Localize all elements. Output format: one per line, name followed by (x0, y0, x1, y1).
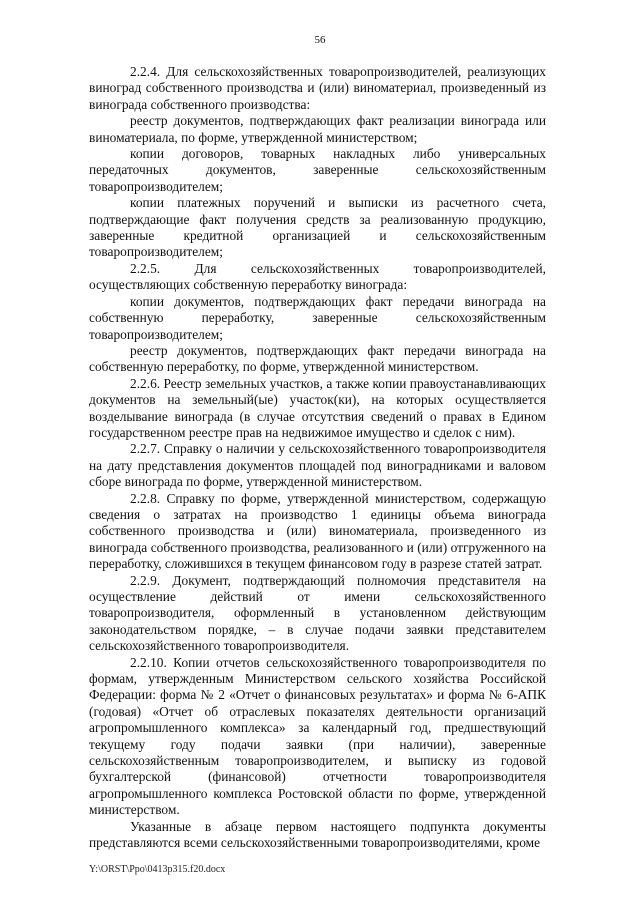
paragraph-2-2-4: 2.2.4. Для сельскохозяйственных товаропроизводителей, реализующих виноград собственного производства и (или) виноматериал, произведенный из винограда собственного производства: (89, 64, 546, 112)
paragraph-2-2-8: 2.2.8. Справку по форме, утвержденной министерством, содержащую сведения о затратах на производство 1 единицы объема винограда собственного производства и (или) виноматериала, произведенного из винограда собственного производства, реализованного и (или) отгруженного на переработку, сложившихся в текущем финансовом году в разрезе статей затрат. (89, 490, 546, 572)
paragraph-2-2-6: 2.2.6. Реестр земельных участков, а также копии правоустанавливающих документов на земельный(ые) участок(ки), на которых осуществляется возделывание винограда (в случае отсутствия сведений о правах в Едином государственном реестре прав на недвижимое имущество и сделок с ним). (89, 375, 546, 440)
footer-file-path: Y:\ORST\Ppo\0413p315.f20.docx (89, 864, 226, 875)
paragraph-documents-note: Указанные в абзаце первом настоящего подпункта документы представляются всеми сельскохозяйственными товаропроизводителями, кроме (89, 818, 546, 851)
page-number: 56 (314, 34, 326, 46)
paragraph-transfer-registry: реестр документов, подтверждающих факт передачи винограда на собственную переработку, по форме, утвержденной министерством. (89, 342, 546, 375)
paragraph-2-2-7: 2.2.7. Справку о наличии у сельскохозяйственного товаропроизводителя на дату представления документов площадей под виноградниками и валовом сборе винограда по форме, утвержденной министерством. (89, 441, 546, 490)
paragraph-payment-orders: копии платежных поручений и выписки из расчетного счета, подтверждающие факт получения средств за реализованную продукцию, заверенные кредитной организацией и сельскохозяйственным товаропроизводителем; (89, 195, 546, 260)
paragraph-registry-sales: реестр документов, подтверждающих факт реализации винограда или виноматериала, по форме, утвержденной министерством; (89, 113, 546, 145)
paragraph-contracts-copies: копии договоров, товарных накладных либо универсальных передаточных документов, заверенные сельскохозяйственным товаропроизводителем; (89, 146, 546, 194)
paragraph-2-2-10: 2.2.10. Копии отчетов сельскохозяйственного товаропроизводителя по формам, утвержденным Министерством сельского хозяйства Российской Федерации: форма № 2 «Отчет о финансовых результатах» и форма № 6-АПК (годовая) «Отчет об отраслевых показателях деятельности организаций агропромышленного комплекса» за календарный год, предшествующий текущему году подачи заявки (при наличии), заверенные сельскохозяйственным товаропроизводителем, и выписку из годовой бухгалтерской (финансовой) отчетности товаропроизводителя агропромышленного комплекса Ростовской области по форме, утвержденной министерством. (89, 654, 546, 818)
paragraph-transfer-copies: копии документов, подтверждающих факт передачи винограда на собственную переработку, заверенные сельскохозяйственным товаропроизводителем; (89, 293, 546, 342)
document-body (89, 64, 546, 852)
paragraph-2-2-5: 2.2.5. Для сельскохозяйственных товаропроизводителей, осуществляющих собственную переработку винограда: (89, 260, 546, 293)
paragraph-2-2-9: 2.2.9. Документ, подтверждающий полномочия представителя на осуществление действий от имени сельскохозяйственного товаропроизводителя, оформленный в установленном действующим законодательством порядке, – в случае подачи заявки представителем сельскохозяйственного товаропроизводителя. (89, 572, 546, 654)
